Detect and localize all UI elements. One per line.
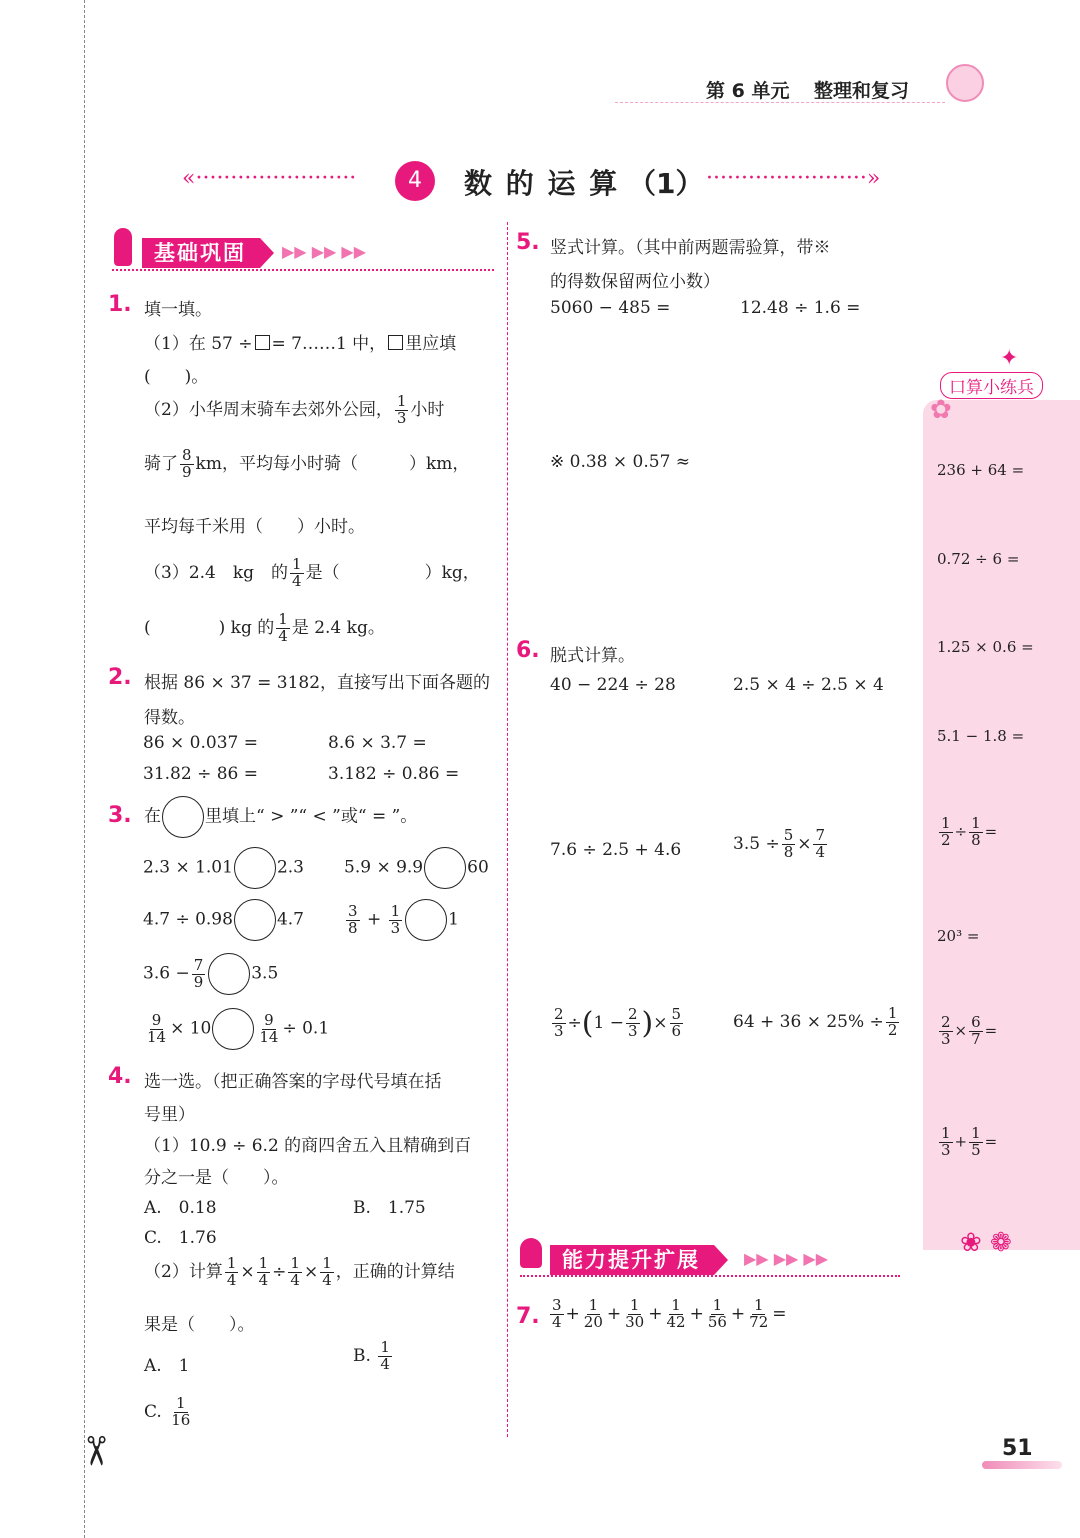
mental-item: $\frac{1}{2}$ ÷ $\frac{1}{8}$ =	[941, 814, 998, 849]
q4-sub2-line1: （2）计算 $\frac{1}{4}$ × $\frac{1}{4}$ ÷ $\frac{1}{4}$ × $\frac{1}{4}$ ，正确的计算结	[144, 1254, 455, 1289]
q5-number: 5.	[516, 230, 540, 255]
q3-row4: $\frac{9}{14}$ × 10 $\frac{9}{14}$ ÷ 0.1	[143, 1008, 329, 1050]
compare-circle	[162, 796, 204, 838]
q6-item: $\frac{2}{3}$ ÷(1 − $\frac{2}{3}$ )× $\frac{5}{6}$	[554, 1005, 682, 1041]
answer-box	[255, 335, 270, 350]
q2-item: 3.182 ÷ 0.86 =	[328, 764, 460, 784]
q5-item: 5060 − 485 =	[550, 298, 671, 318]
title-left-arrows: «·······················	[182, 166, 357, 191]
q2-item: 31.82 ÷ 86 =	[143, 764, 258, 784]
q2-item: 86 × 0.037 =	[143, 733, 258, 753]
q6-item: 7.6 ÷ 2.5 + 4.6	[550, 840, 682, 860]
q1-part2-line1: （2）小华周末骑车去郊外公园， $\frac{1}{3}$ 小时	[144, 392, 445, 427]
mental-item: 0.72 ÷ 6 =	[937, 550, 1020, 568]
compare-circle[interactable]	[405, 899, 447, 941]
q4-number: 4.	[108, 1064, 132, 1089]
q3-row2-right: $\frac{3}{8}$ + $\frac{1}{3}$ 1	[344, 899, 459, 941]
mental-title: 口算小练兵	[940, 372, 1043, 399]
section-banner-advanced: 能力提升扩展	[550, 1245, 714, 1275]
q1-title: 填一填。	[144, 300, 212, 320]
q6-title: 脱式计算。	[550, 646, 635, 666]
q4-option: B. $\frac{1}{4}$	[353, 1338, 390, 1373]
lesson-part: （1）	[628, 167, 704, 200]
scissors-icon: ✂	[71, 1434, 118, 1468]
q2-number: 2.	[108, 665, 132, 690]
column-divider	[507, 222, 508, 1437]
topic-label: 整理和复习	[814, 80, 910, 102]
q4-title2: 号里）	[144, 1105, 195, 1125]
q4-option: A. 0.18	[144, 1198, 217, 1218]
page-number: 51	[1002, 1436, 1033, 1461]
lollipop-icon	[946, 64, 984, 102]
compare-circle[interactable]	[208, 953, 250, 995]
q5-title2: 的得数保留两位小数）	[550, 272, 720, 292]
q2-title2: 得数。	[144, 708, 195, 728]
q1-part2-line2: 骑了 $\frac{8}{9}$ km，平均每小时骑（ ）km，	[144, 446, 470, 481]
compare-circle[interactable]	[234, 899, 276, 941]
child-icon	[520, 1238, 542, 1268]
q6-number: 6.	[516, 638, 540, 663]
q4-sub2-line2: 果是（ ）。	[144, 1315, 255, 1335]
q5-item: ※ 0.38 × 0.57 ≈	[550, 452, 691, 472]
q4-option: C. 1.76	[144, 1228, 217, 1248]
q3-row2-left: 4.7 ÷ 0.98 4.7	[143, 899, 304, 941]
q2-item: 8.6 × 3.7 =	[328, 733, 427, 753]
q4-option: A. 1	[144, 1356, 190, 1376]
banner-arrows: ▶▶ ▶▶ ▶▶	[282, 242, 366, 261]
q1-part1-blank: ( )。	[144, 367, 209, 387]
lesson-number-badge: 4	[395, 161, 435, 201]
q1-number: 1.	[108, 292, 132, 317]
q6-item: 40 − 224 ÷ 28	[550, 675, 676, 695]
q3-title: 在 里填上“ > ”“ < ”或“ = ”。	[144, 796, 417, 838]
mental-item: 20³ =	[937, 927, 980, 945]
q4-option: B. 1.75	[353, 1198, 426, 1218]
q1-part3-line2: ( ) kg 的 $\frac{1}{4}$ 是 2.4 kg。	[144, 610, 385, 645]
mental-item: $\frac{2}{3}$ × $\frac{6}{7}$ =	[941, 1013, 998, 1048]
answer-box	[388, 335, 403, 350]
q3-number: 3.	[108, 803, 132, 828]
q4-sub1-line1: （1）10.9 ÷ 6.2 的商四舍五入且精确到百	[144, 1136, 472, 1156]
mental-item: 5.1 − 1.8 =	[937, 727, 1025, 745]
mental-item: $\frac{1}{3}$ + $\frac{1}{5}$ =	[941, 1124, 998, 1159]
compare-circle[interactable]	[212, 1008, 254, 1050]
flower-icon: ✿	[930, 395, 952, 425]
girl-icon	[114, 228, 132, 266]
q4-option: C. $\frac{1}{16}$	[144, 1394, 191, 1429]
banner-arrows: ▶▶ ▶▶ ▶▶	[744, 1249, 828, 1268]
mental-item: 1.25 × 0.6 =	[937, 638, 1034, 656]
q5-item: 12.48 ÷ 1.6 =	[740, 298, 861, 318]
q6-item: 2.5 × 4 ÷ 2.5 × 4	[733, 675, 884, 695]
q1-part3-line1: （3）2.4 kg 的 $\frac{1}{4}$ 是（ ）kg，	[144, 555, 480, 590]
unit-label: 第 6 单元	[706, 80, 790, 102]
title-right-arrows: ·······················»	[706, 166, 881, 191]
mental-item: 236 + 64 =	[937, 461, 1025, 479]
q7-number: 7.	[516, 1304, 540, 1329]
q1-part2-line3: 平均每千米用（ ）小时。	[144, 517, 365, 537]
page-number-bar	[982, 1461, 1062, 1469]
q4-title: 选一选。（把正确答案的字母代号填在括	[144, 1072, 442, 1092]
dragonfly-icon: ✦	[1000, 346, 1019, 371]
q3-row1-right: 5.9 × 9.9 60	[344, 847, 489, 889]
q3-row1-left: 2.3 × 1.01 2.3	[143, 847, 304, 889]
q6-item: 3.5 ÷ $\frac{5}{8}$ × $\frac{7}{4}$	[733, 826, 826, 861]
q6-item: 64 + 36 × 25% ÷ $\frac{1}{2}$	[733, 1004, 898, 1039]
section-banner-basic: 基础巩固	[142, 238, 260, 268]
q4-sub1-line2: 分之一是（ ）。	[144, 1168, 289, 1188]
section-line	[520, 1275, 900, 1277]
q1-part1: （1）在 57 ÷ = 7……1 中， 里应填	[144, 334, 457, 354]
compare-circle[interactable]	[424, 847, 466, 889]
lesson-title: 数 的 运 算	[464, 167, 620, 200]
q2-title: 根据 86 × 37 = 3182，直接写出下面各题的	[144, 673, 491, 693]
snail-icon: ❀ ❁	[960, 1228, 1012, 1258]
q3-row3: 3.6 − $\frac{7}{9}$ 3.5	[143, 953, 278, 995]
compare-circle[interactable]	[234, 847, 276, 889]
section-line	[112, 269, 494, 271]
q7-expression: $\frac{3}{4}$ + $\frac{1}{20}$ + $\frac{1}{30}$ + $\frac{1}{42}$ + $\frac{1}{56}$ + $\frac{1}{72}$ =	[552, 1296, 787, 1331]
header-divider	[615, 102, 945, 103]
q5-title: 竖式计算。（其中前两题需验算，带※	[550, 238, 831, 258]
cut-line	[84, 0, 85, 1538]
